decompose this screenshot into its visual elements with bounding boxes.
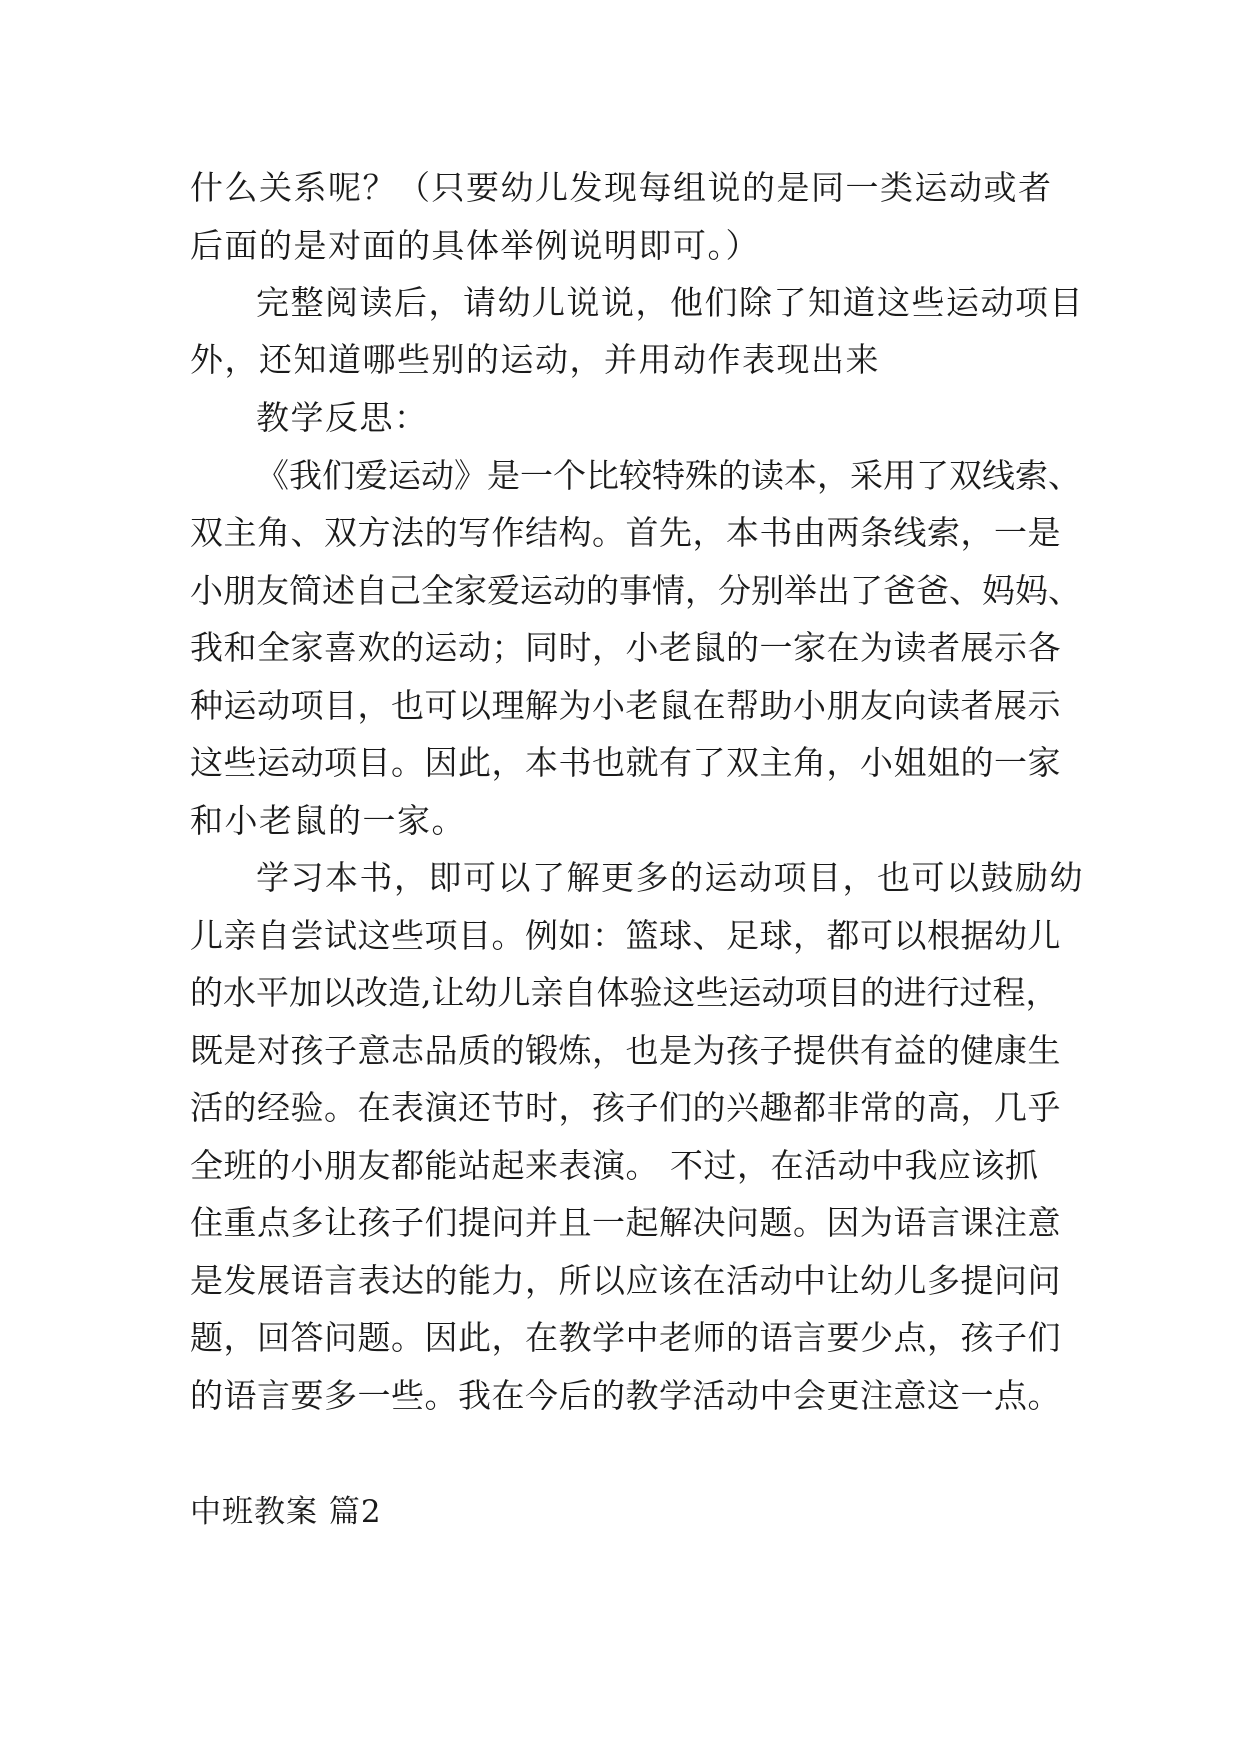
- body-line: 什么关系呢？（只要幼儿发现每组说的是同一类运动或者: [190, 168, 1053, 207]
- body-line: 题，回答问题。因此，在教学中老师的语言要少点，孩子们: [190, 1318, 1061, 1357]
- body-line: 和小老鼠的一家。: [190, 801, 466, 840]
- body-line: 儿亲自尝试这些项目。例如：篮球、足球，都可以根据幼儿: [190, 916, 1061, 955]
- body-line: 活的经验。在表演还节时，孩子们的兴趣都非常的高，几乎: [190, 1088, 1061, 1127]
- body-line: 种运动项目，也可以理解为小老鼠在帮助小朋友向读者展示: [190, 686, 1061, 725]
- body-line: 后面的是对面的具体举例说明即可。）: [190, 226, 760, 265]
- body-line: 外，还知道哪些别的运动，并用动作表现出来: [190, 340, 880, 379]
- section-label-reflection: 教学反思：: [256, 398, 429, 437]
- body-line: 这些运动项目。因此，本书也就有了双主角，小姐姐的一家: [190, 743, 1061, 782]
- body-line: 完整阅读后，请幼儿说说，他们除了知道这些运动项目: [256, 283, 1084, 322]
- body-line: 的水平加以改造,让幼儿亲自体验这些运动项目的进行过程，: [190, 973, 1059, 1012]
- body-line: 学习本书，即可以了解更多的运动项目，也可以鼓励幼: [256, 858, 1084, 897]
- body-line: 全班的小朋友都能站起来表演。 不过，在活动中我应该抓: [190, 1146, 1039, 1185]
- body-line: 是发展语言表达的能力，所以应该在活动中让幼儿多提问问: [190, 1261, 1061, 1300]
- section-heading: 中班教案 篇2: [190, 1494, 382, 1530]
- body-line: 既是对孩子意志品质的锻炼，也是为孩子提供有益的健康生: [190, 1031, 1061, 1070]
- body-line: 我和全家喜欢的运动；同时，小老鼠的一家在为读者展示各: [190, 628, 1061, 667]
- body-line: 小朋友简述自己全家爱运动的事情，分别举出了爸爸、妈妈、: [190, 571, 1081, 610]
- body-line: 《我们爱运动》是一个比较特殊的读本，采用了双线索、: [256, 456, 1081, 495]
- body-line: 住重点多让孩子们提问并且一起解决问题。因为语言课注意: [190, 1203, 1061, 1242]
- body-line: 双主角、双方法的写作结构。首先，本书由两条线索，一是: [190, 513, 1061, 552]
- body-line: 的语言要多一些。我在今后的教学活动中会更注意这一点。: [190, 1376, 1061, 1415]
